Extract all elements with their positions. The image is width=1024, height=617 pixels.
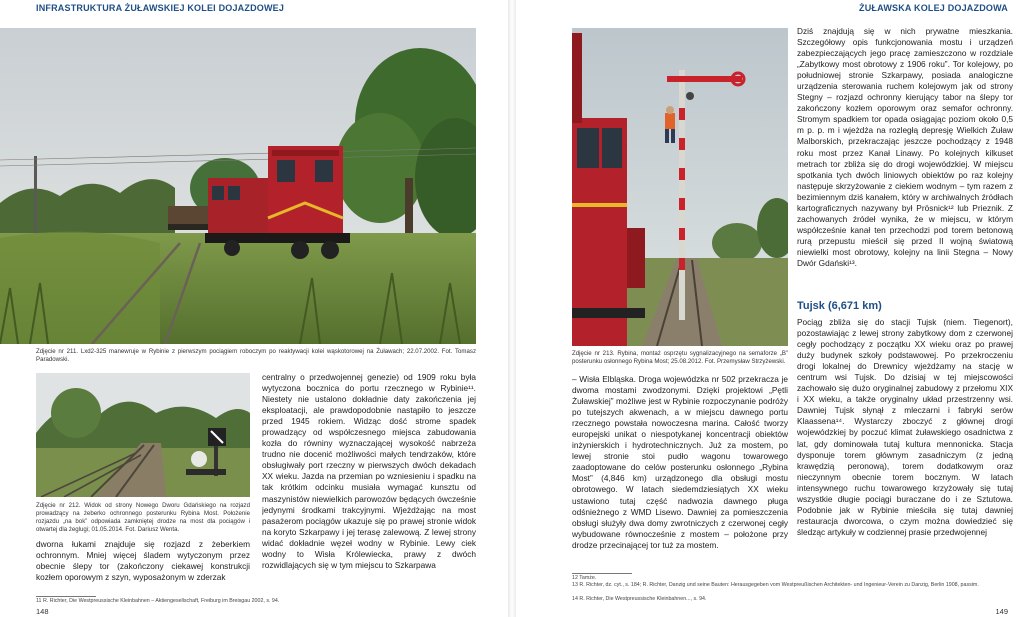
left-column-2-paragraph: centralny o przedwojennej genezie) od 1909 roku była wytyczona bocznica do portu rzecznego w Rybinie¹¹. Niestety nie ustalono dokładnie daty zakończenia jej eksploatacji, ale prawdopodobnie nastąpiło to jeszcze przed 1945 rokiem. Widząc dość strome spadek prowadzący od współczesnego miejsca zabudowania kozła do równiny wyznaczającej wysokość nabrzeża trudno nie docenić możliwości małych tendrzaków, które obsługiwały port rzeczny w pierwszych dwóch dekadach XX wieku. Jazda na przemian po wzniesieniu i spadku na tak krótkim odcinku musiała wymagać kunsztu od maszynistów niewielkich parowozów będących ówcześnie jedynymi środkami trakcyjnymi. Wjeżdżając na most pasażerom pociągów ukazuje się po prawej stronie widok na koryto Szkarpawy i jej terasę zalewową. Z lewej strony widać dokładnie węzeł wodny w Rybinie. Lewy ciek wodny to Wisła Królewiecka, prawy z dwóch rozwidlających się w tym miejscu to Szkarpawa — [262, 372, 476, 570]
right-column-1-paragraph: – Wisła Elbląska. Droga wojewódzka nr 502 przekracza je dwoma mostami zwodzonymi. Dzięki projektowi „Pętli Żuławskiej” możliwe jest w Rybinie rozpoczynanie podróży po tutejszych akwenach, a w miejscu dawnego portu rzecznego powstała nowoczesna marina. Całość tworzy europejski unikat o niespotykanej koncentracji obiektów inżynierskich i hydrotechnicznych. Już za mostem, po lewej stronie stoi pudło wagonu towarowego zaadoptowane do celów posterunku osłonnego „Rybina Most” (4,846 km) urządzonego dla obsługi mostu obrotowego. W latach siedemdziesiątych XX wieku ustawiono tutaj część nadwozia dawnego pługa odśnieżnego z WMD Lisewo. Dawniej za pomieszczenia obsługi służyły dwa domy zwrotniczych z czerwonej cegły wybudowane równocześnie z mostem – położone przy drodze przecinającej tor tuż za mostem. — [572, 374, 788, 550]
left-column-2-text — [262, 372, 476, 596]
right-column-1-text — [572, 374, 788, 572]
running-head-right: ŻUŁAWSKA KOLEJ DOJAZDOWA — [859, 3, 1008, 13]
footnote-13: 13 R. Richter, dz. cyt., s. 184; R. Richter, Danzig und seine Bauten: Herausgegeben vom Westpreußischen Architekten- und Ingenieur-Verein zu Danzig, Berlin 1908, passim. — [572, 582, 979, 588]
photo-caption-212: Zdjęcie nr 212. Widok od strony Nowego Dworu Gdańskiego na rozjazd prowadzący na żeberko ochronnego posterunku Rybina Most. Położenie rozjazdu „na bok” odpowiada zamkniętej drodze na most dla pociągów i otwartej dla żeglugi; 01.05.2014. Fot. Dariusz Wenta. — [36, 502, 250, 533]
running-head-left: INFRASTRUKTURA ŻUŁAWSKIEJ KOLEI DOJAZDOWEJ — [36, 3, 285, 13]
footnote-14: 14 R. Richter, Die Westpreussische Kleinbahnen..., s. 94. — [572, 596, 707, 602]
right-column-2-bottom-paragraph: Pociąg zbliża się do stacji Tujsk (niem. Tiegenort), pozostawiając z lewej strony zabytkowy dom z czerwonej cegły pochodzący z początku XX wieku oraz po prawej duży budynek szkoły podstawowej. Po przekroczeniu drogi lokalnej do Drewnicy wjeżdżamy na stację w centrum wsi Tujsk. Do dzisiaj w tej miejscowości zachowało się dużo oryginalnej zabudowy z przełomu XIX i XX wieku, a także oryginalny układ przestrzenny wsi. Dawniej Tujsk słynął z mleczarni i fabryki serów Klaassena¹⁴. Wystarczy zboczyć z głównej drogi wojewódzkiej by poczuć klimat żuławskiego osadnictwa z lat, gdy dominowała tutaj kultura mennonicka. Stacja dysponuje torem głównym zasadniczym (z jedną krawędzią peronową), torem dodatkowym oraz nieczynnym obecnie torem bocznym. W latach intensywnego ruchu towarowego krzyżowały się tutaj wszystkie długie pociągi buraczane do i ze Sztutowa. Podobnie jak w Rybinie mieściła się tutaj dawniej restauracja dworcowa, o czym można dowiedzieć się śledząc artykuły w codziennej prasie przedwojennej — [797, 317, 1013, 537]
left-footnote-rule — [36, 596, 96, 597]
right-column-2-top-text — [797, 26, 1013, 292]
page-number-149: 149 — [995, 607, 1008, 616]
right-column-2-bottom-text — [797, 317, 1013, 571]
section-heading-tujsk: Tujsk (6,671 km) — [797, 300, 882, 312]
page-number-148: 148 — [36, 607, 49, 616]
right-column-2-top-paragraph: Dziś znajdują się w nich prywatne mieszkania. Szczegółowy opis funkcjonowania mostu i urządzeń zabezpieczających jego pracę zamieszczono w rozdziale „Zabytkowy most obrotowy z 1906 roku”. Tor kolejowy, po południowej stronie Szkarpawy, posiada analogiczne urządzenia sterowania ruchem kolejowym jak od strony Stegny – rozjazd ochronny kierujący tabor na ślepy tor zakończony kozłem oporowym oraz semafor ochronny. Stromym spadkiem tor opada osiągając poziom około 0,5 m p. p. m i wjeżdża na rozległą depresję Wielkich Żuław Malborskich, przekraczając jeszcze pochodzący z 1948 roku most przez Kanał Linawy. Po kolejnych kilkuset metrach tor zbliża się do drogi wojewódzkiej. W miejscu spotkania tych dwóch liniowych obiektów po raz kolejny następuje skrzyżowanie z ciekiem wodnym – tym razem z bezimiennym dziś kanałem, który w archiwalnych źródłach kartograficznych nazywany był Prösnick¹² lub Prieznik. Z zachowanych źródeł wynika, że w miejscu, w którym współcześnie kanał ten przechodzi pod torem betonową rurą przepustu mieścił się przed II wojną światową niewielki most obrotowy, kolejny na linii Stegna – Nowy Dwór Gdański¹³. — [797, 26, 1013, 268]
left-column-1-paragraph: dworna łukami znajduje się rozjazd z żeberkiem ochronnym. Mniej więcej śladem wytyczonym przez obecnie ślepy tor (zakończony ciekawej konstrukcji kozłem oporowym z szyn, wyposażonym w zderzak — [36, 539, 250, 583]
photo-signal-mast — [572, 28, 788, 346]
book-gutter — [508, 0, 516, 617]
footnote-11: 11 R. Richter, Die Westpreussische Kleinbahnen – Aktiengesellschaft, Freiburg im Breisgau 2002, s. 94. — [36, 598, 280, 604]
footnote-12: 12 Tamże. — [572, 575, 597, 581]
photo-caption-211: Zdjęcie nr 211. Lxd2-325 manewruje w Rybinie z pierwszym pociągiem roboczym po reaktywacji kolei wąskotorowej na Żuławach; 22.07.2002. Fot. Tomasz Paradowski. — [36, 348, 476, 363]
left-page — [0, 0, 508, 617]
photo-caption-213: Zdjęcie nr 213. Rybina, montaż osprzętu sygnalizacyjnego na semaforze „B” posterunku osłonnego Rybina Most; 25.08.2012. Fot. Przemysław Strzyżewski. — [572, 350, 788, 365]
right-footnote-rule — [572, 573, 632, 574]
left-column-1-text — [36, 539, 250, 595]
right-page — [516, 0, 1024, 617]
photo-rails-switch — [36, 373, 250, 497]
photo-locomotive-grass — [0, 28, 476, 344]
